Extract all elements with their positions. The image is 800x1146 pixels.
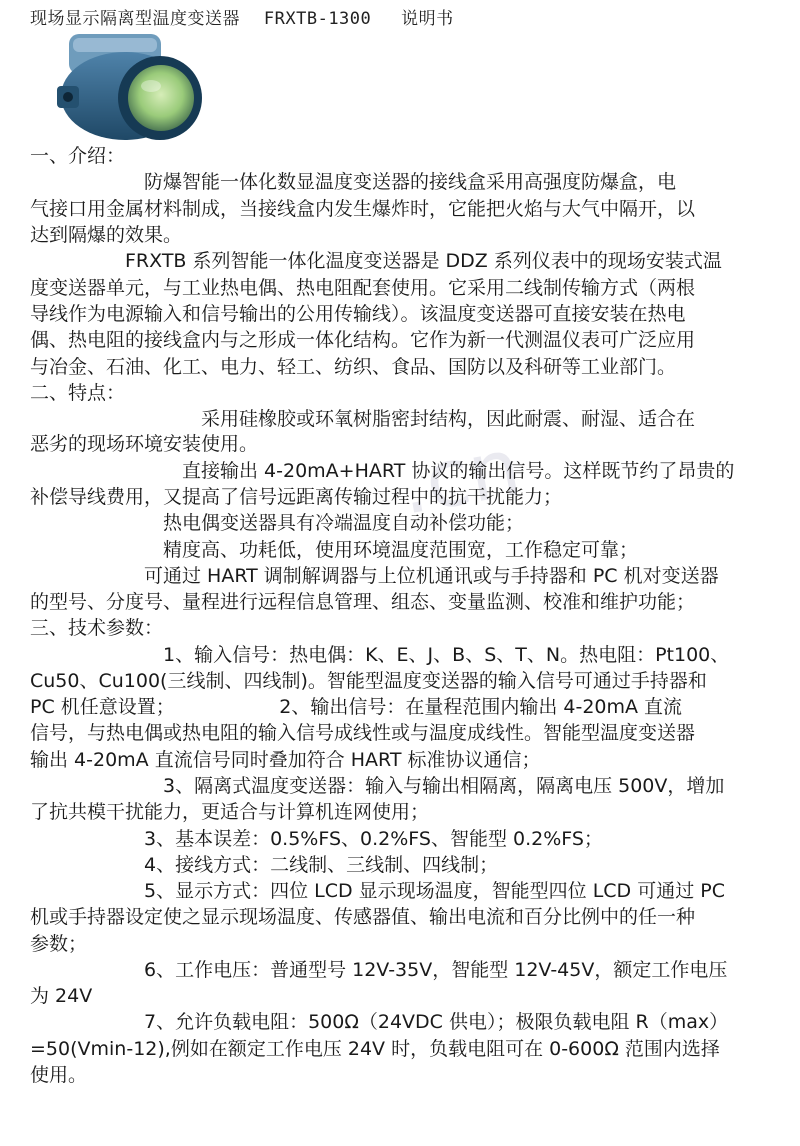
text-line: 气接口用金属材料制成，当接线盒内发生爆炸时，它能把火焰与大气中隔开，以 [30, 198, 696, 220]
text-line: 3、隔离式温度变送器：输入与输出相隔离，隔离电压 500V，增加 [30, 775, 725, 797]
text-line: 输出 4-20mA 直流信号同时叠加符合 HART 标准协议通信； [30, 749, 541, 771]
model-code: FRXTB-1300 [263, 9, 372, 29]
text-line: FRXTB 系列智能一体化温度变送器是 DDZ 系列仪表中的现场安装式温 [30, 250, 722, 272]
text-line: 7、允许负载电阻：500Ω（24VDC 供电）；极限负载电阻 R（max） [30, 1011, 729, 1033]
text-line: 恶劣的现场环境安装使用。 [30, 433, 259, 455]
title-text: 现场显示隔离型温度变送器 [30, 9, 240, 29]
watermark: .cn [392, 420, 528, 533]
text-line: 一、介绍： [30, 145, 126, 167]
text-line: 3、基本误差：0.5%FS、0.2%FS、智能型 0.2%FS； [30, 828, 603, 850]
text-line: 参数； [30, 933, 88, 955]
text-line: 6、工作电压：普通型号 12V-35V，智能型 12V-45V，额定工作电压 [30, 959, 728, 981]
text-line: 了抗共模干扰能力，更适合与计算机连网使用； [30, 801, 430, 823]
text-line: 与冶金、石油、化工、电力、轻工、纺织、食品、国防以及科研等工业部门。 [30, 356, 677, 378]
text-line: 1、输入信号：热电偶：K、E、J、B、S、T、N。热电阻：Pt100、 [30, 644, 730, 666]
text-line: 补偿导线费用，又提高了信号远距离传输过程中的抗干扰能力； [30, 486, 563, 508]
text-line: 导线作为电源输入和信号输出的公用传输线）。该温度变送器可直接安装在热电 [30, 303, 686, 325]
text-line: 的型号、分度号、量程进行远程信息管理、组态、变量监测、校准和维护功能； [30, 591, 696, 613]
text-line: 达到隔爆的效果。 [30, 224, 183, 246]
text-line: 三、技术参数： [30, 617, 164, 639]
text-line: 5、显示方式：四位 LCD 显示现场温度，智能型四位 LCD 可通过 PC [30, 880, 725, 902]
text-line: =50(Vmin-12),例如在额定工作电压 24V 时，负载电阻可在 0-600Ω 范围内选择 [30, 1038, 720, 1060]
text-line: 偶、热电阻的接线盒内与之形成一体化结构。它作为新一代测温仪表可广泛应用 [30, 329, 696, 351]
document-title [30, 4, 454, 29]
text-line: 精度高、功耗低，使用环境温度范围宽，工作稳定可靠； [30, 539, 639, 561]
text-line: 可通过 HART 调制解调器与上位机通讯或与手持器和 PC 机对变送器 [30, 565, 719, 587]
text-line: Cu50、Cu100(三线制、四线制)。智能型温度变送器的输入信号可通过手持器和 [30, 670, 707, 692]
text-line: 使用。 [30, 1064, 88, 1086]
text-line: 防爆智能一体化数显温度变送器的接线盒采用高强度防爆盒，电 [30, 171, 677, 193]
text-line: 机或手持器设定使之显示现场温度、传感器值、输出电流和百分比例中的任一种 [30, 906, 696, 928]
text-line: 直接输出 4-20mA+HART 协议的输出信号。这样既节约了昂贵的 [30, 460, 735, 482]
text-line: 为 24V [30, 985, 93, 1007]
text-line: 采用硅橡胶或环氧树脂密封结构，因此耐震、耐湿、适合在 [30, 408, 696, 430]
text-line: 热电偶变送器具有冷端温度自动补偿功能； [30, 512, 525, 534]
text-line: 4、接线方式：二线制、三线制、四线制； [30, 854, 499, 876]
doc-type: 说明书 [401, 9, 454, 29]
text-line: PC 机任意设置； 2、输出信号：在量程范围内输出 4-20mA 直流 [30, 696, 683, 718]
transmitter-photo [55, 28, 205, 146]
text-line: 信号，与热电偶或热电阻的输入信号成线性或与温度成线性。智能型温度变送器 [30, 722, 696, 744]
text-line: 度变送器单元，与工业热电偶、热电阻配套使用。它采用二线制传输方式（两根 [30, 277, 696, 299]
text-line: 二、特点： [30, 382, 126, 404]
